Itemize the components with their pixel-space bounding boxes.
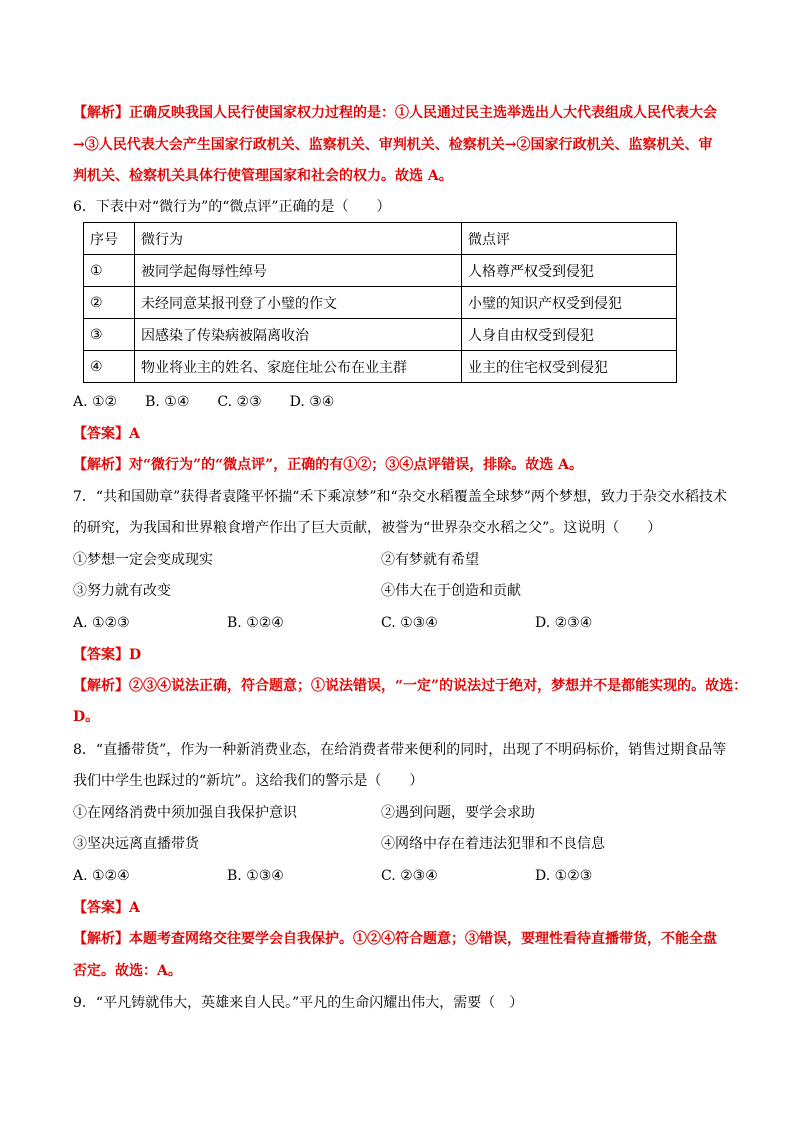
table-cell: 小璧的知识产权受到侵犯 (462, 287, 677, 319)
q7-option-d: D. ②③④ (535, 615, 593, 631)
q7-stem-line-2: 的研究，为我国和世界粮食增产作出了巨大贡献，被誉为“世界杂交水稻之父”。这说明（ ） (73, 520, 662, 536)
q8-item-1: ①在网络消费中须加强自我保护意识 (73, 805, 297, 821)
table-cell: ② (84, 287, 135, 319)
q8-item-3: ③坚决远离直播带货 (73, 836, 199, 852)
q7-option-a: A. ①②③ (73, 615, 130, 631)
table-cell: 人身自由权受到侵犯 (462, 319, 677, 351)
q7-item-2: ②有梦就有希望 (381, 552, 479, 568)
q8-stem-line-2: 我们中学生也踩过的“新坑”。这给我们的警示是（ ） (73, 773, 424, 789)
table-cell: 业主的住宅权受到侵犯 (462, 351, 677, 383)
q8-option-b: B. ①③④ (227, 868, 284, 884)
table-row (84, 319, 677, 351)
q6-answer: 【答案】A (73, 426, 140, 442)
q8-item-4: ④网络中存在着违法犯罪和不良信息 (381, 836, 605, 852)
q8-analysis-line-2: 否定。故选：A。 (73, 963, 182, 979)
q8-option-c: C. ②③④ (381, 868, 438, 884)
q8-analysis-line-1: 【解析】本题考查网络交往要学会自我保护。①②④符合题意；③错误，要理性看待直播带货，不能全盘 (73, 931, 717, 947)
q6-table (83, 222, 677, 383)
table-cell: ③ (84, 319, 135, 351)
q8-option-d: D. ①②③ (535, 868, 593, 884)
q8-stem-line-1: 8．“直播带货”，作为一种新消费业态，在给消费者带来便利的同时，出现了不明码标价，销售过期食品等 (73, 742, 727, 758)
q9-stem: 9．“平凡铸就伟大，英雄来自人民。”平凡的生命闪耀出伟大，需要（ ） (73, 995, 524, 1011)
table-cell: 因感染了传染病被隔离收治 (135, 319, 462, 351)
q7-stem-line-1: 7．“共和国勋章”获得者袁隆平怀揣“禾下乘凉梦”和“杂交水稻覆盖全球梦”两个梦想，致力于杂交水稻技术 (73, 489, 727, 505)
table-header-cell: 微行为 (135, 223, 462, 255)
table-cell: ① (84, 255, 135, 287)
table-cell: 未经同意某报刊登了小璧的作文 (135, 287, 462, 319)
table-header-row (84, 223, 677, 255)
table-cell: 人格尊严权受到侵犯 (462, 255, 677, 287)
q5-analysis-line-1: 【解析】正确反映我国人民行使国家权力过程的是：①人民通过民主选举选出人大代表组成人民代表大会 (73, 105, 717, 121)
q7-item-4: ④伟大在于创造和贡献 (381, 583, 521, 599)
table-cell: ④ (84, 351, 135, 383)
q7-analysis-line-2: D。 (73, 709, 100, 725)
q7-answer: 【答案】D (73, 647, 142, 663)
q8-option-a: A. ①②④ (73, 868, 130, 884)
q6-stem: 6．下表中对“微行为”的“微点评”正确的是（ ） (73, 199, 391, 215)
q5-analysis-line-2: →③人民代表大会产生国家行政机关、监察机关、审判机关、检察机关→②国家行政机关、监察机关、审 (73, 137, 713, 153)
table-row (84, 287, 677, 319)
q7-option-b: B. ①②④ (227, 615, 284, 631)
q7-analysis-line-1: 【解析】②③④说法正确，符合题意；①说法错误，“一定”的说法过于绝对，梦想并不是都能实现的。故选： (73, 678, 748, 694)
table-cell: 被同学起侮辱性绰号 (135, 255, 462, 287)
q7-item-1: ①梦想一定会变成现实 (73, 552, 213, 568)
table-row (84, 351, 677, 383)
q6-analysis: 【解析】对“微行为”的“微点评”，正确的有①②；③④点评错误，排除。故选 A。 (73, 457, 583, 473)
q5-analysis-line-3: 判机关、检察机关具体行使管理国家和社会的权力。故选 A。 (73, 168, 453, 184)
q7-option-c: C. ①③④ (381, 615, 438, 631)
q8-item-2: ②遇到问题，要学会求助 (381, 805, 535, 821)
table-header-cell: 序号 (84, 223, 135, 255)
table-header-cell: 微点评 (462, 223, 677, 255)
q6-options: A. ①② B. ①④ C. ②③ D. ③④ (73, 394, 335, 410)
q7-item-3: ③努力就有改变 (73, 583, 171, 599)
table-cell: 物业将业主的姓名、家庭住址公布在业主群 (135, 351, 462, 383)
table-row (84, 255, 677, 287)
q8-answer: 【答案】A (73, 900, 140, 916)
